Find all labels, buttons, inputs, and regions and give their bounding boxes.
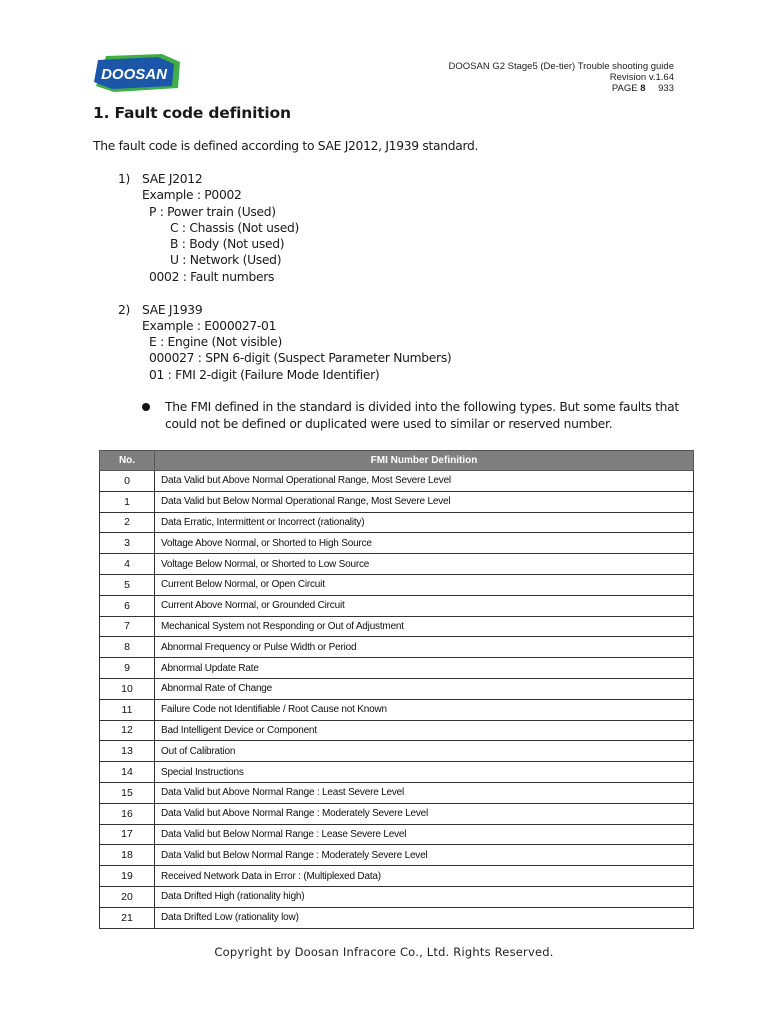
fmi-number-cell: 18 [100, 845, 155, 866]
table-row [100, 907, 694, 928]
fmi-definition-cell: Failure Code not Identifiable / Root Cause not Known [155, 699, 694, 720]
table-row [100, 824, 694, 845]
column-header-no: No. [100, 451, 155, 471]
fmi-definition-cell: Abnormal Rate of Change [155, 678, 694, 699]
table-row [100, 866, 694, 887]
fmi-definition-cell: Data Valid but Below Normal Operational Range, Most Severe Level [155, 491, 694, 512]
item-1-example: Example : P0002 [142, 188, 242, 202]
table-row [100, 637, 694, 658]
fmi-definition-cell: Data Valid but Below Normal Range : Lease Severe Level [155, 824, 694, 845]
fmi-number-cell: 9 [100, 658, 155, 679]
page-label: PAGE [611, 83, 638, 94]
fmi-definition-cell: Current Above Normal, or Grounded Circuit [155, 595, 694, 616]
fmi-table [99, 450, 694, 929]
table-row [100, 512, 694, 533]
table-header-row [100, 451, 694, 471]
fmi-number-cell: 11 [100, 699, 155, 720]
table-row [100, 616, 694, 637]
bullet-text-line-2: could not be defined or duplicated were used to similar or reserved number. [165, 417, 613, 431]
table-row [100, 678, 694, 699]
section-title: 1. Fault code definition [93, 104, 291, 122]
bullet-icon [142, 403, 150, 411]
item-1-line: P : Power train (Used) [149, 205, 276, 219]
fmi-number-cell: 6 [100, 595, 155, 616]
item-1-line: B : Body (Not used) [170, 237, 285, 251]
item-2-example: Example : E000027-01 [142, 319, 277, 333]
table-body [100, 471, 694, 929]
fmi-definition-cell: Voltage Below Normal, or Shorted to Low Source [155, 554, 694, 575]
table-row [100, 741, 694, 762]
table-row [100, 762, 694, 783]
table-row [100, 720, 694, 741]
copyright-footer: Copyright by Doosan Infracore Co., Ltd. Rights Reserved. [214, 945, 554, 959]
fmi-number-cell: 20 [100, 886, 155, 907]
fmi-definition-cell: Abnormal Frequency or Pulse Width or Period [155, 637, 694, 658]
fmi-definition-cell: Received Network Data in Error : (Multiplexed Data) [155, 866, 694, 887]
fmi-definition-cell: Mechanical System not Responding or Out of Adjustment [155, 616, 694, 637]
item-2-standard: SAE J1939 [142, 303, 203, 317]
table-row [100, 533, 694, 554]
fmi-definition-cell: Out of Calibration [155, 741, 694, 762]
fmi-number-cell: 14 [100, 762, 155, 783]
item-1-line: C : Chassis (Not used) [170, 221, 300, 235]
fmi-definition-cell: Data Valid but Above Normal Operational Range, Most Severe Level [155, 471, 694, 492]
fmi-number-cell: 0 [100, 471, 155, 492]
table-row [100, 782, 694, 803]
document-header-info [449, 61, 674, 94]
table-row [100, 845, 694, 866]
table-row [100, 471, 694, 492]
table-row [100, 658, 694, 679]
page-total: 933 [658, 83, 674, 94]
item-1-line: 0002 : Fault numbers [149, 270, 275, 284]
fmi-definition-cell: Data Valid but Above Normal Range : Least Severe Level [155, 782, 694, 803]
table-row [100, 595, 694, 616]
page-number: 8 [640, 83, 646, 94]
fmi-definition-cell: Bad Intelligent Device or Component [155, 720, 694, 741]
fmi-number-cell: 3 [100, 533, 155, 554]
item-2-line: E : Engine (Not visible) [149, 335, 282, 349]
column-header-definition: FMI Number Definition [155, 451, 694, 471]
fmi-number-cell: 12 [100, 720, 155, 741]
fmi-definition-cell: Data Drifted Low (rationality low) [155, 907, 694, 928]
intro-text: The fault code is defined according to SAE J2012, J1939 standard. [93, 139, 479, 153]
fmi-definition-cell: Data Valid but Above Normal Range : Moderately Severe Level [155, 803, 694, 824]
document-title: DOOSAN G2 Stage5 (De-tier) Trouble shooting guide [448, 61, 674, 72]
item-1-standard: SAE J2012 [142, 172, 203, 186]
fmi-number-cell: 1 [100, 491, 155, 512]
table-row [100, 554, 694, 575]
fmi-definition-cell: Voltage Above Normal, or Shorted to High Source [155, 533, 694, 554]
fmi-definition-cell: Current Below Normal, or Open Circuit [155, 574, 694, 595]
fmi-number-cell: 15 [100, 782, 155, 803]
fmi-definition-cell: Abnormal Update Rate [155, 658, 694, 679]
fmi-number-cell: 19 [100, 866, 155, 887]
fmi-number-cell: 4 [100, 554, 155, 575]
table-row [100, 699, 694, 720]
table-row [100, 886, 694, 907]
fmi-definition-cell: Data Drifted High (rationality high) [155, 886, 694, 907]
table-row [100, 491, 694, 512]
item-1-line: U : Network (Used) [170, 253, 282, 267]
table-row [100, 574, 694, 595]
fmi-number-cell: 17 [100, 824, 155, 845]
fmi-number-cell: 13 [100, 741, 155, 762]
item-2-number: 2) [118, 303, 131, 317]
fmi-number-cell: 16 [100, 803, 155, 824]
fmi-number-cell: 8 [100, 637, 155, 658]
revision: Revision v.1.64 [609, 72, 674, 83]
fmi-number-cell: 21 [100, 907, 155, 928]
fmi-definition-cell: Data Erratic, Intermittent or Incorrect (rationality) [155, 512, 694, 533]
table-row [100, 803, 694, 824]
fmi-number-cell: 2 [100, 512, 155, 533]
fmi-number-cell: 5 [100, 574, 155, 595]
item-2-line: 01 : FMI 2-digit (Failure Mode Identifier) [149, 368, 380, 382]
item-2-line: 000027 : SPN 6-digit (Suspect Parameter Numbers) [149, 351, 452, 365]
page-indicator [449, 83, 674, 94]
bullet-text-line-1: The FMI defined in the standard is divided into the following types. But some faults that [165, 400, 679, 414]
fmi-number-cell: 10 [100, 678, 155, 699]
item-1-number: 1) [118, 172, 131, 186]
fmi-number-cell: 7 [100, 616, 155, 637]
fmi-definition-cell: Data Valid but Below Normal Range : Moderately Severe Level [155, 845, 694, 866]
doosan-logo [92, 52, 184, 94]
svg-text:DOOSAN: DOOSAN [101, 66, 167, 83]
fmi-definition-cell: Special Instructions [155, 762, 694, 783]
